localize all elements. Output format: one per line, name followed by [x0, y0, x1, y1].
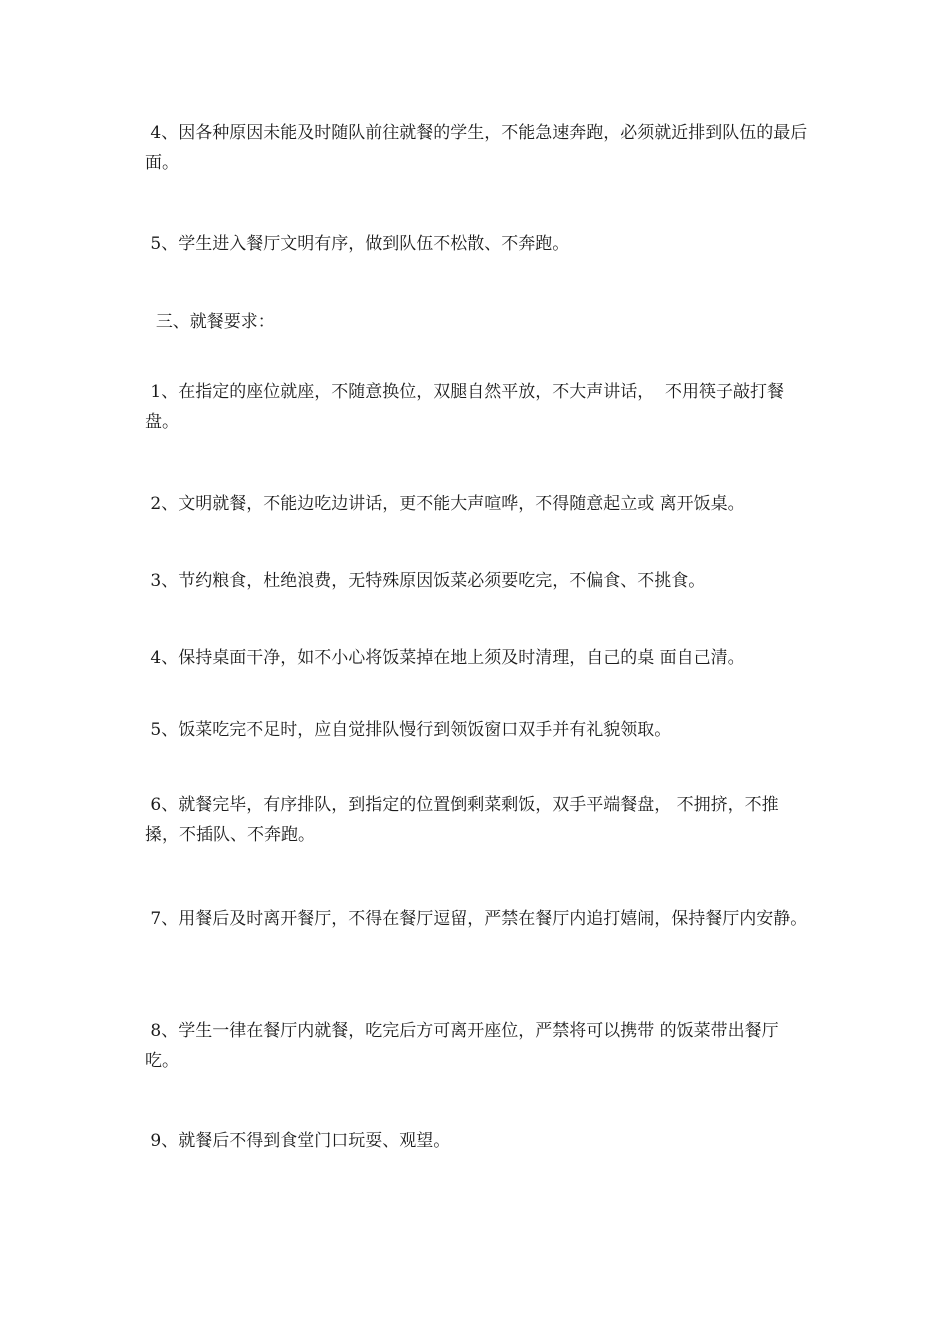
paragraph-dining-rule-6: 6、就餐完毕，有序排队，到指定的位置倒剩菜剩饭，双手平端餐盘， 不拥挤，不推搡，不插队、不奔跑。: [145, 795, 779, 845]
paragraph-dining-rule-4: 4、保持桌面干净，如不小心将饭菜掉在地上须及时清理，自己的桌 面自己清。: [145, 648, 745, 668]
paragraph-dining-rule-2: 2、文明就餐，不能边吃边讲话，更不能大声喧哗，不得随意起立或 离开饭桌。: [145, 494, 745, 514]
paragraph-dining-rule-8: 8、学生一律在餐厅内就餐，吃完后方可离开座位，严禁将可以携带 的饭菜带出餐厅吃。: [145, 1021, 779, 1071]
paragraph-rule-5-queue: 5、学生进入餐厅文明有序，做到队伍不松散、不奔跑。: [145, 234, 570, 254]
paragraph-rule-4-queue: 4、因各种原因未能及时随队前往就餐的学生，不能急速奔跑，必须就近排到队伍的最后面。: [145, 123, 808, 173]
paragraph-dining-rule-7: 7、用餐后及时离开餐厅，不得在餐厅逗留，严禁在餐厅内追打嬉闹，保持餐厅内安静。: [145, 909, 808, 929]
paragraph-dining-rule-3: 3、节约粮食，杜绝浪费，无特殊原因饭菜必须要吃完，不偏食、不挑食。: [145, 571, 706, 591]
section-heading-dining-requirements: 三、就餐要求：: [145, 312, 275, 332]
paragraph-dining-rule-1: 1、在指定的座位就座，不随意换位，双腿自然平放，不大声讲话， 不用筷子敲打餐盘。: [145, 382, 785, 432]
paragraph-dining-rule-5: 5、饭菜吃完不足时，应自觉排队慢行到领饭窗口双手并有礼貌领取。: [145, 720, 672, 740]
paragraph-dining-rule-9: 9、就餐后不得到食堂门口玩耍、观望。: [145, 1131, 451, 1151]
